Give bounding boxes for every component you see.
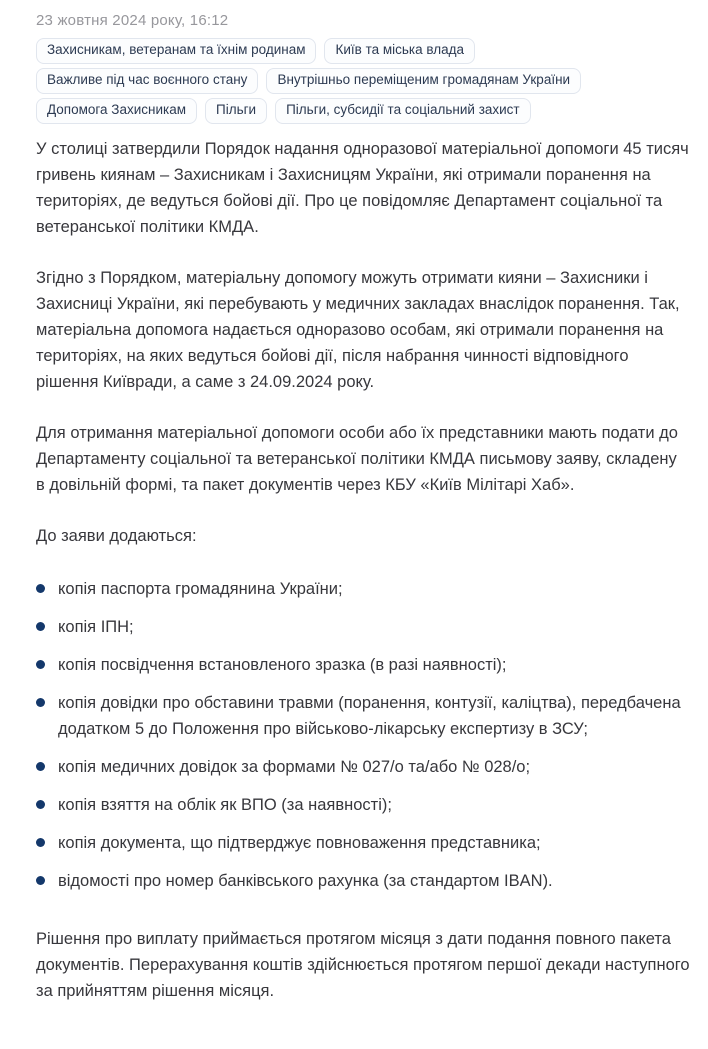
paragraph-intro: У столиці затвердили Порядок надання одноразової матеріальної допомоги 45 тисяч гривень киянам – Захисникам і Захисницям України, які отримали поранення на територіях, де ведуться бойові дії. Про це повідомляє Департамент соціальної та ветеранської політики КМДА. — [36, 139, 689, 236]
closing-paragraph: Рішення про виплату приймається протягом місяця з дати подання повного пакета документів. Перерахування коштів здійснюється протягом першої декади наступного за прийняттям рішення місяця. — [36, 929, 690, 1000]
bullet-icon — [36, 622, 45, 631]
list-item-iban — [36, 868, 690, 894]
list-item-text: відомості про номер банківського рахунка (за стандартом IBAN). — [58, 871, 553, 890]
bullet-icon — [36, 584, 45, 593]
list-item-text: копія посвідчення встановленого зразка (в разі наявності); — [58, 655, 507, 674]
list-item-injury-certificate — [36, 690, 690, 742]
list-item-text: копія медичних довідок за формами № 027/о та/або № 028/о; — [58, 757, 531, 776]
list-item-passport — [36, 576, 690, 602]
article-body — [36, 136, 690, 1004]
bullet-icon — [36, 800, 45, 809]
list-item-text: копія паспорта громадянина України; — [58, 579, 343, 598]
tag-chip-benefits[interactable]: Пільги — [205, 98, 267, 124]
tag-chip-benefits-subsidies-social[interactable]: Пільги, субсидії та соціальний захист — [275, 98, 531, 124]
tag-chip-idp-citizens[interactable]: Внутрішньо переміщеним громадянам України — [266, 68, 581, 94]
bullet-icon — [36, 698, 45, 707]
documents-list — [36, 576, 690, 894]
list-item-text: копія взяття на облік як ВПО (за наявності); — [58, 795, 392, 814]
list-item-text: копія документа, що підтверджує повноваження представника; — [58, 833, 541, 852]
bullet-icon — [36, 762, 45, 771]
list-item-idp-registration — [36, 792, 690, 818]
paragraph-application: Для отримання матеріальної допомоги особи або їх представники мають подати до Департаменту соціальної та ветеранської політики КМДА письмову заяву, складену в довільній формі, та пакет документів через КБУ «Київ Мілітарі Хаб». — [36, 423, 678, 494]
tag-chip-martial-law-important[interactable]: Важливе під час воєнного стану — [36, 68, 258, 94]
bullet-icon — [36, 838, 45, 847]
list-item-representative-document — [36, 830, 690, 856]
list-item-text: копія ІПН; — [58, 617, 134, 636]
tag-chip-kyiv-city-authority[interactable]: Київ та міська влада — [324, 38, 475, 64]
publish-date: 23 жовтня 2024 року, 16:12 — [36, 12, 229, 29]
list-item-ipn — [36, 614, 690, 640]
paragraph-eligibility: Згідно з Порядком, матеріальну допомогу можуть отримати кияни – Захисники і Захисниці України, які перебувають у медичних закладах внаслідок поранення. Так, матеріальна допомога надається одноразово особам, які отримали поранення на територіях, на яких ведуться бойові дії, після набрання чинності відповідного рішення Київради, а саме з 24.09.2024 року. — [36, 268, 680, 391]
tag-list — [36, 38, 666, 124]
bullet-icon — [36, 876, 45, 885]
tag-chip-defenders-aid[interactable]: Допомога Захисникам — [36, 98, 197, 124]
list-intro: До заяви додаються: — [36, 526, 197, 545]
list-item-certificate — [36, 652, 690, 678]
tag-chip-defenders-families[interactable]: Захисникам, ветеранам та їхнім родинам — [36, 38, 316, 64]
list-item-text: копія довідки про обставини травми (поранення, контузії, каліцтва), передбачена додатком 5 до Положення про військово-лікарську експертизу в ЗСУ; — [58, 693, 681, 738]
bullet-icon — [36, 660, 45, 669]
list-item-medical-forms — [36, 754, 690, 780]
